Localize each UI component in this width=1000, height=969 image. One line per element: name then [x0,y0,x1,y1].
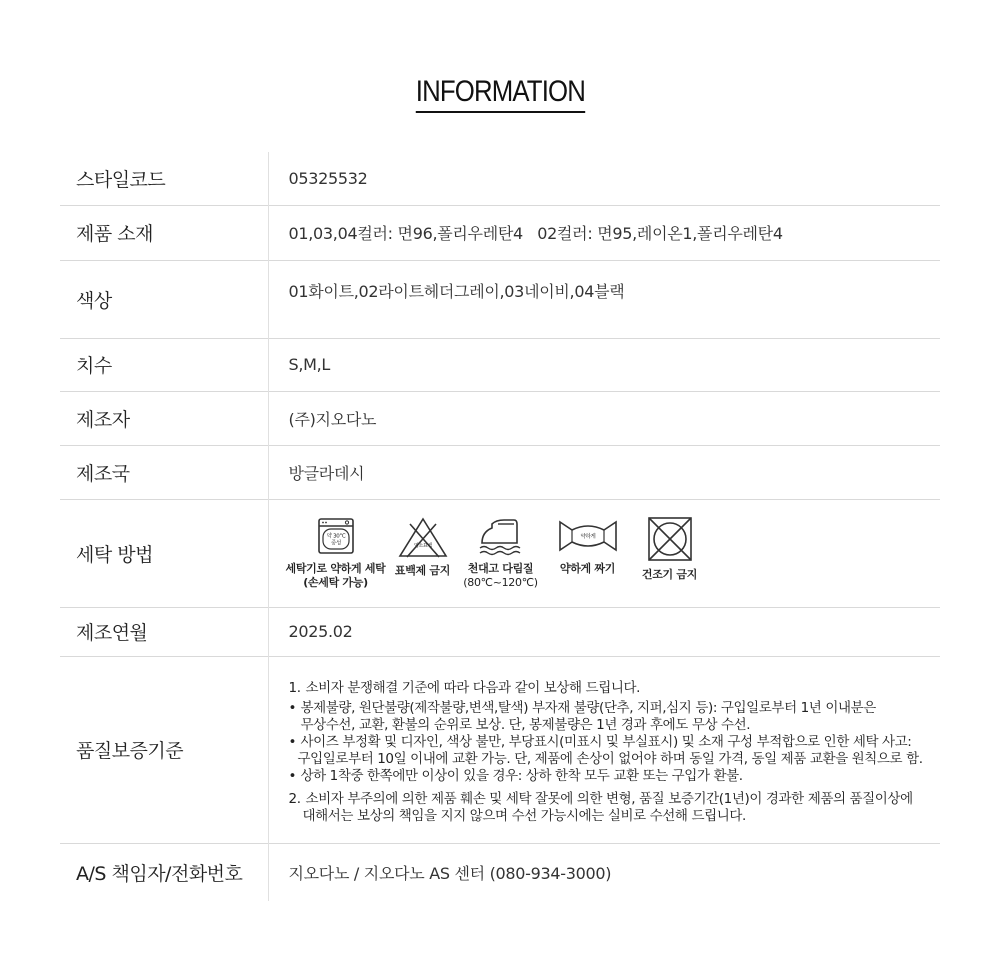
no-tumble-dry-icon [647,516,693,562]
wash-item-iron [455,516,547,590]
value-quality [268,656,940,843]
row-maker [60,391,940,445]
label-date: 제조연월 [60,607,268,656]
label-washing: 세탁 방법 [60,499,268,607]
wash-caption-iron-1: 천대고 다림질 [467,562,534,575]
row-washing [60,499,940,607]
gentle-wring-icon [558,516,618,556]
value-country: 방글라데시 [288,463,365,483]
value-maker: (주)지오다노 [288,409,377,429]
wash-caption-iron-2: (80℃~120℃) [463,576,538,589]
row-size [60,338,940,391]
label-as: A/S 책임자/전화번호 [60,843,268,901]
svg-text:중성: 중성 [330,540,341,547]
wash-caption-machine-2: (손세탁 가능) [303,576,368,589]
no-bleach-icon [397,516,449,558]
svg-text:약하게: 약하게 [579,534,596,540]
value-color: 01화이트,02라이트헤더그레이,03네이비,04블랙 [288,281,625,301]
iron-with-cloth-icon [478,516,524,556]
wash-item-wring [547,516,629,576]
row-quality [60,656,940,843]
wash-caption-bleach: 표백제 금지 [394,564,451,577]
value-material: 01,03,04컬러: 면96,폴리우레탄4 02컬러: 면95,레이온1,폴리우레탄4 [288,224,783,243]
quality-item-2: 2. 소비자 부주의에 의한 제품 훼손 및 세탁 잘못에 의한 변형, 품질 보증기간(1년)이 경과한 제품의 품질이상에 대해서는 보상의 책임을 지지 않으며 수선 가능시에는 실비로 수선해 드립니다. [288,791,913,824]
label-color: 색상 [60,260,268,338]
value-date: 2025.02 [288,622,353,641]
section-title: INFORMATION [415,74,584,113]
row-style-code [60,152,940,205]
row-date [60,607,940,656]
wash-item-dryer [629,516,711,582]
row-material [60,205,940,260]
value-size: S,M,L [288,355,331,374]
quality-bullet-1: • 봉제불량, 원단불량(제작불량,변색,탈색) 부자재 불량(단추, 지퍼,심지 등): 구입일로부터 1년 이내분은 무상수선, 교환, 환불의 순위로 보상. 단, 봉제불량은 1년 경과 후에도 무상 수선. [288,700,876,733]
wash-icons [281,516,941,590]
wash-caption-dryer: 건조기 금지 [641,568,698,581]
svg-text:약 30℃: 약 30℃ [326,533,345,540]
value-style-code: 05325532 [288,168,368,188]
row-country [60,445,940,499]
value-as: 지오다노 / 지오다노 AS 센터 (080-934-3000) [288,863,612,883]
quality-text [289,674,941,825]
wash-caption-machine-1: 세탁기로 약하게 세탁 [285,562,386,575]
svg-text:염소표백: 염소표백 [413,543,432,549]
quality-bullet-3: • 상하 1착중 한쪽에만 이상이 있을 경우: 상하 한착 모두 교환 또는 구입가 환불. [288,768,743,784]
product-info-table [60,152,940,901]
wash-item-machine [281,516,391,590]
label-material: 제품 소재 [60,205,268,260]
washing-machine-30-gentle-icon [316,516,356,556]
label-style-code: 스타일코드 [60,152,268,205]
wash-item-bleach [391,516,455,578]
label-quality: 품질보증기준 [60,656,268,843]
value-washing [268,499,940,607]
quality-bullet-2: • 사이즈 부정확 및 디자인, 색상 불만, 부당표시(미표시 및 부실표시) 및 소재 구성 부적합으로 인한 세탁 사고: 구입일로부터 10일 이내에 교환 가능. 단, 제품에 손상이 없어야 하며 동일 가격, 동일 제품 교환을 원칙으로 함. [288,734,923,767]
label-maker: 제조자 [60,391,268,445]
label-country: 제조국 [60,445,268,499]
row-color [60,260,940,338]
row-as [60,843,940,901]
section-title-wrap [0,74,1000,113]
wash-caption-wring: 약하게 짜기 [559,562,616,575]
quality-item-1: 1. 소비자 분쟁해결 기준에 따라 다음과 같이 보상해 드립니다. [288,680,641,696]
label-size: 치수 [60,338,268,391]
